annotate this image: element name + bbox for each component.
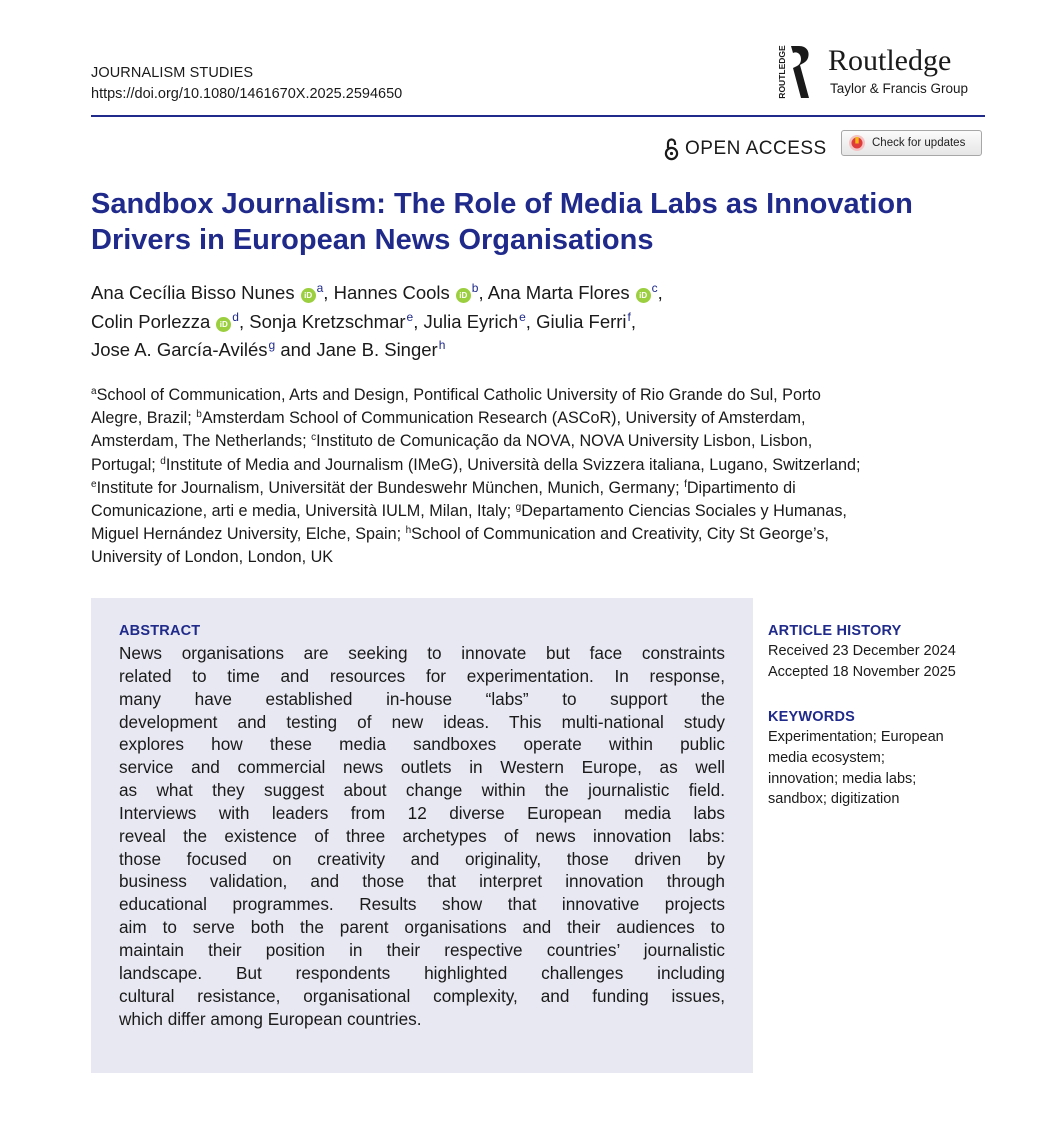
abstract-line: maintain their position in their respective countries’ journalistic — [119, 939, 725, 960]
header-rule — [91, 115, 985, 117]
abstract-line: service and commercial news outlets in Western Europe, as well — [119, 757, 725, 778]
author-name: Jane B. Singer — [316, 339, 438, 360]
orcid-icon[interactable]: iD — [216, 317, 231, 332]
affiliation-marker[interactable]: e — [406, 309, 414, 324]
author-name: Jose A. García-Avilés — [91, 339, 268, 360]
article-title: Sandbox Journalism: The Role of Media Labs as Innovation Drivers in European News Organisations — [91, 188, 913, 256]
affiliation-sup: f — [684, 478, 687, 490]
affiliation-text: Comunicazione, arti e media, Università IULM, Milan, Italy; — [91, 502, 516, 521]
routledge-logo-icon — [776, 42, 814, 102]
keyword-line: Experimentation; European — [768, 729, 944, 745]
crossmark-icon — [848, 134, 866, 152]
author-name: Colin Porlezza — [91, 310, 211, 332]
author-list — [91, 279, 981, 365]
check-for-updates-button[interactable] — [841, 130, 982, 156]
open-access-icon — [664, 137, 679, 161]
keyword-line: innovation; media labs; — [768, 770, 917, 787]
affiliation-marker[interactable]: c — [651, 281, 658, 295]
routledge-logo — [776, 42, 996, 104]
affiliation-line — [91, 477, 991, 500]
abstract-line: landscape. But respondents highlighted challenges including — [119, 962, 725, 983]
open-access-label: OPEN ACCESS — [685, 138, 827, 159]
abstract-line: those focused on creativity and originality, those driven by — [119, 848, 725, 869]
affiliation-sup: e — [91, 478, 97, 490]
affiliation-line — [91, 500, 991, 523]
affiliation-line — [91, 546, 991, 569]
affiliation-sup: c — [311, 432, 317, 444]
author-separator: , — [478, 282, 484, 303]
affiliation-text: Institute for Journalism, Universität der Bundeswehr München, Munich, Germany; — [96, 478, 685, 497]
author-separator: , — [413, 310, 419, 332]
abstract-line: which differ among European countries. — [119, 1008, 422, 1029]
abstract-heading: ABSTRACT — [119, 623, 201, 639]
affiliation-sup: d — [160, 455, 166, 467]
affiliation-text: School of Communication, Arts and Design, Pontifical Catholic University of Rio Grande do Sul, Porto — [96, 386, 821, 404]
abstract-line: aim to serve both the parent organisations and their audiences to — [119, 917, 725, 938]
affiliation-marker[interactable]: f — [627, 309, 631, 324]
author-separator: , — [630, 310, 637, 332]
affiliation-text: Departamento Ciencias Sociales y Humanas, — [521, 502, 847, 521]
author-name: Hannes Cools — [333, 282, 450, 303]
orcid-icon[interactable]: iD — [301, 288, 316, 303]
keywords-list — [768, 727, 944, 810]
affiliation-text: Alegre, Brazil; — [91, 409, 197, 428]
open-access-badge — [664, 136, 827, 162]
doi-link[interactable]: https://doi.org/10.1080/1461670X.2025.2594650 — [91, 86, 403, 102]
orcid-icon[interactable]: iD — [636, 288, 651, 303]
affiliation-marker[interactable]: a — [316, 281, 324, 295]
affiliation-sup: a — [91, 386, 97, 397]
affiliation-line — [91, 384, 991, 407]
affiliation-sup: b — [196, 409, 202, 421]
author-name: Julia Eyrich — [423, 310, 519, 332]
article-history — [768, 641, 956, 683]
svg-text:ROUTLEDGE: ROUTLEDGE — [777, 45, 787, 99]
affiliation-sup: h — [405, 525, 412, 537]
affiliation-line — [91, 454, 991, 477]
check-for-updates-label: Check for updates — [872, 137, 966, 149]
publisher-name: Routledge — [828, 44, 952, 77]
abstract-line: reveal the existence of three archetypes of news innovation labs: — [119, 825, 725, 846]
affiliation-text: Amsterdam, The Netherlands; — [91, 432, 312, 451]
affiliation-text: Dipartimento di — [686, 478, 796, 497]
keyword-line: sandbox; digitization — [768, 791, 900, 808]
orcid-icon[interactable]: iD — [456, 288, 471, 303]
author-separator: , — [323, 282, 329, 303]
abstract-line: explores how these media sandboxes operate within public — [119, 734, 725, 755]
author-separator: , — [238, 310, 245, 332]
received-date: Received 23 December 2024 — [768, 643, 956, 659]
abstract-line: related to time and resources for experimentation. In response, — [119, 665, 725, 686]
author-name: Ana Marta Flores — [487, 282, 630, 303]
author-separator: and — [275, 339, 312, 360]
abstract-text — [119, 642, 725, 1030]
keyword-line: media ecosystem; — [768, 749, 885, 766]
affiliation-text: School of Communication and Creativity, City St George’s, — [411, 525, 829, 544]
author-separator: , — [525, 310, 531, 332]
keywords-heading: KEYWORDS — [768, 709, 855, 725]
affiliation-text: Instituto de Comunicação da NOVA, NOVA University Lisbon, Lisbon, — [316, 432, 813, 451]
abstract-line: as what they suggest about change within the journalistic field. — [119, 780, 725, 801]
author-name: Giulia Ferri — [536, 310, 627, 332]
affiliation-text: University of London, London, UK — [91, 548, 334, 567]
abstract-line: educational programmes. Results show that innovative projects — [119, 894, 725, 915]
author-name: Ana Cecília Bisso Nunes — [91, 282, 295, 303]
author-separator: , — [657, 282, 663, 303]
affiliation-line — [91, 430, 991, 453]
author-line — [91, 308, 981, 337]
affiliation-marker[interactable]: d — [232, 309, 239, 324]
article-history-heading: ARTICLE HISTORY — [768, 623, 902, 639]
affiliation-marker[interactable]: g — [268, 338, 276, 352]
affiliation-line — [91, 407, 991, 430]
affiliations — [91, 384, 991, 570]
journal-name: JOURNALISM STUDIES — [91, 65, 254, 81]
abstract-line: News organisations are seeking to innovate but face constraints — [119, 643, 725, 663]
abstract-line: Interviews with leaders from 12 diverse European media labs — [119, 802, 725, 823]
accepted-date: Accepted 18 November 2025 — [768, 663, 956, 680]
abstract-line: many have established in-house “labs” to support the — [119, 688, 725, 709]
abstract-line: cultural resistance, organisational complexity, and funding issues, — [119, 985, 725, 1006]
affiliation-text: Portugal; — [91, 455, 161, 474]
affiliation-line — [91, 523, 991, 546]
affiliation-sup: g — [515, 502, 522, 514]
author-line — [91, 279, 981, 308]
affiliation-text: Amsterdam School of Communication Research (ASCoR), University of Amsterdam, — [201, 409, 806, 428]
author-line — [91, 336, 981, 365]
affiliation-text: Miguel Hernández University, Elche, Spain; — [91, 525, 406, 544]
abstract-line: business validation, and those that interpret innovation through — [119, 871, 725, 892]
affiliation-text: Institute of Media and Journalism (IMeG), Università della Svizzera italiana, Lugano, Switzerland; — [165, 455, 861, 474]
affiliation-marker[interactable]: e — [519, 309, 526, 324]
affiliation-marker[interactable]: b — [471, 281, 479, 295]
abstract-line: development and testing of new ideas. This multi-national study — [119, 711, 725, 732]
affiliation-marker[interactable]: h — [438, 338, 446, 352]
author-name: Sonja Kretzschmar — [249, 310, 406, 332]
publisher-subtitle: Taylor & Francis Group — [830, 81, 969, 96]
